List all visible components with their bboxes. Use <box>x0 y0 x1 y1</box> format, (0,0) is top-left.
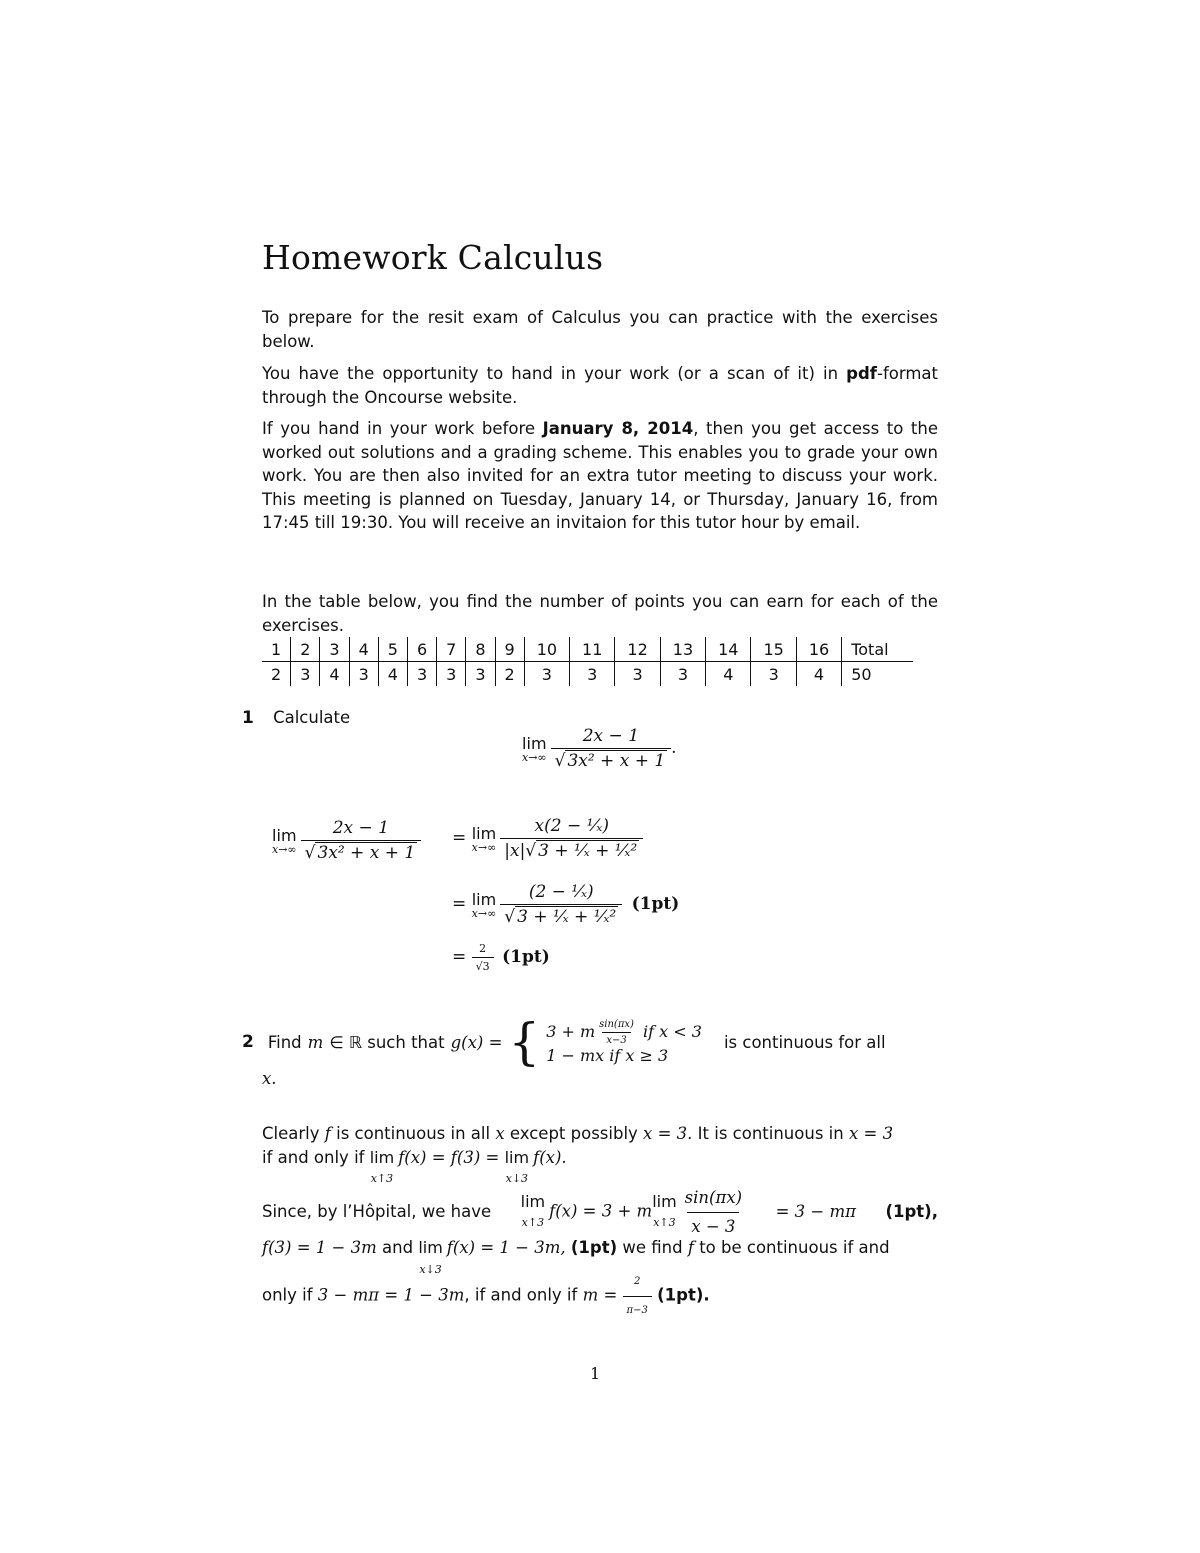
limit-operator: lim x→∞ <box>471 889 497 920</box>
table-cell: 7 <box>437 637 466 662</box>
table-cell: 9 <box>495 637 524 662</box>
points-table-values-row <box>262 662 913 687</box>
table-cell: 6 <box>407 637 436 662</box>
limit-operator: lim x↑3 <box>652 1191 677 1229</box>
table-cell: 3 <box>291 662 320 687</box>
intro-paragraph-1: To prepare for the resit exam of Calculus you can practice with the exercises below. <box>262 308 938 351</box>
exercise-2-statement <box>242 1013 886 1071</box>
limit-fraction: $\frac{2x - 1}{\text{√ 3x² + x + 1}}$ <box>551 726 672 771</box>
limit-operator: lim x→∞ <box>272 825 297 856</box>
table-cell: 2 <box>291 637 320 662</box>
table-cell: 3 <box>320 637 349 662</box>
limit-operator: lim x↑3 <box>369 1147 395 1185</box>
limit-operator: lim x↑3 <box>520 1191 546 1229</box>
solution-1-result: = $\frac{2}{√3}$ (1pt) <box>452 942 550 973</box>
exercise-prompt: Calculate <box>273 708 351 727</box>
statement-tail: is continuous for all <box>723 1032 886 1052</box>
points-marker: (1pt), <box>885 1202 938 1222</box>
solution-1-step-2: = lim x→∞ $\frac{\text{(2 − ¹⁄ₓ)}}{\text{√ 3 + ¹⁄ₓ + ¹⁄ₓ²}}$ (1pt) <box>452 882 680 927</box>
page-title: Homework Calculus <box>262 238 604 277</box>
table-cell: 2 <box>271 664 282 684</box>
table-cell: 4 <box>378 662 407 687</box>
points-table-header-row <box>262 637 913 662</box>
table-cell: 3 <box>751 662 796 687</box>
table-cell-total: 50 <box>842 662 913 687</box>
table-cell: 3 <box>466 662 495 687</box>
points-marker: (1pt) <box>570 1238 618 1257</box>
solution-2-paragraph-2: Since, by l’Hôpital, we have lim x↑3 f(x) = 3 + m lim x↑3 $\frac{\sin(\pi x)}{x - 3}$ = 3 − mπ (1pt), <box>262 1186 938 1238</box>
intro-paragraph-4: In the table below, you find the number of points you can earn for each of the exercises. <box>262 592 938 635</box>
limit-operator: lim x→∞ <box>471 823 497 854</box>
exercise-1-heading <box>242 708 350 728</box>
table-cell: 3 <box>349 662 378 687</box>
table-cell: 16 <box>796 637 841 662</box>
table-cell: 14 <box>706 637 751 662</box>
table-cell: 12 <box>615 637 660 662</box>
intro-paragraph-3: If you hand in your work before January 8, 2014, then you get access to the worked out solutions and a grading scheme. This enables you to grade your own work. You are then also invited for an extra tutor meeting to discuss your work. This meeting is planned on Tuesday, January 14, or Thursday, January 16, from 17:45 till 19:30. You will receive an invitaion for this tutor hour by email. <box>262 419 938 532</box>
lhopital-fraction: $\frac{\sin(\pi x)}{x - 3}$ <box>681 1186 746 1238</box>
function-definition: g(x) = <box>450 1032 503 1052</box>
table-cell: 3 <box>570 662 615 687</box>
variable-m: m <box>307 1032 324 1052</box>
points-marker: (1pt). <box>657 1285 710 1305</box>
solution-1-lhs <box>272 818 421 863</box>
table-cell: 15 <box>751 637 796 662</box>
table-cell: 4 <box>706 662 751 687</box>
points-marker: (1pt) <box>631 894 680 914</box>
step-fraction: $\frac{\text{(2 − ¹⁄ₓ)}}{\text{√ 3 + ¹⁄ₓ + ¹⁄ₓ²}}$ <box>500 882 622 927</box>
table-cell: 11 <box>570 637 615 662</box>
table-cell: 5 <box>378 637 407 662</box>
table-cell: 4 <box>320 662 349 687</box>
table-cell: 3 <box>524 662 569 687</box>
table-cell: 3 <box>660 662 705 687</box>
solution-2-paragraph-1: Clearly f is continuous in all x except possibly x = 3. It is continuous in x = 3 if and only if lim x↑3 f(x) = f(3) = lim x↓3 f(x). <box>262 1122 938 1191</box>
table-cell: 3 <box>407 662 436 687</box>
page-number: 1 <box>590 1364 601 1383</box>
result-fraction: $\frac{2}{√3}$ <box>472 942 494 973</box>
table-cell: 8 <box>466 637 495 662</box>
in-reals-text: ∈ ℝ such that <box>329 1032 445 1052</box>
table-cell: 3 <box>437 662 466 687</box>
limit-operator: lim x↓3 <box>504 1147 530 1185</box>
exercise-number: 2 <box>242 1032 254 1052</box>
case-2: 1 − mx if x ≥ 3 <box>546 1046 669 1065</box>
case-1: 3 + m $\frac{\sin(\pi x)}{x-3}$ if x < 3 <box>546 1019 702 1046</box>
table-cell: 10 <box>524 637 569 662</box>
answer-fraction: $\frac{2}{\pi-3}$ <box>623 1270 652 1322</box>
limit-operator: lim x↓3 <box>418 1238 443 1276</box>
solution-1-step-1: = lim x→∞ $\frac{\text{x(2 − ¹⁄ₓ)}}{\text{|x|√ 3 + ¹⁄ₓ + ¹⁄ₓ²}}$ <box>452 816 643 861</box>
points-marker: (1pt) <box>502 947 550 967</box>
solution-2-paragraph-3: f(3) = 1 − 3m and lim x↓3 f(x) = 1 − 3m, (1pt) we find f to be continuous if and <box>262 1236 938 1281</box>
table-cell: 3 <box>615 662 660 687</box>
limit-operator: lim x→∞ <box>522 733 547 764</box>
points-table <box>262 637 913 686</box>
exercise-1-expression: lim x→∞ $\frac{2x - 1}{\text{√ 3x² + x + 1}}$ . <box>522 726 677 771</box>
table-cell: 4 <box>349 637 378 662</box>
exercise-number: 1 <box>242 708 254 728</box>
table-cell: 1 <box>262 637 291 662</box>
piecewise-cases <box>546 1019 702 1065</box>
limit-fraction: $\frac{2x - 1}{\text{√ 3x² + x + 1}}$ <box>301 818 422 863</box>
solution-2-paragraph-4: only if 3 − mπ = 1 − 3m, if and only if m = $\frac{2}{\pi-3}$ (1pt). <box>262 1270 938 1322</box>
table-cell: 2 <box>495 662 524 687</box>
left-brace: { <box>508 1013 541 1071</box>
find-label: Find <box>267 1032 302 1052</box>
table-cell: 4 <box>796 662 841 687</box>
intro-paragraph-2: You have the opportunity to hand in your work (or a scan of it) in pdf-format through the Oncourse website. <box>262 364 938 407</box>
exercise-2-statement-end: x. <box>262 1069 277 1088</box>
table-cell: 13 <box>660 637 705 662</box>
step-fraction: $\frac{\text{x(2 − ¹⁄ₓ)}}{\text{|x|√ 3 + ¹⁄ₓ + ¹⁄ₓ²}}$ <box>500 816 643 861</box>
table-cell-total: Total <box>842 637 913 662</box>
